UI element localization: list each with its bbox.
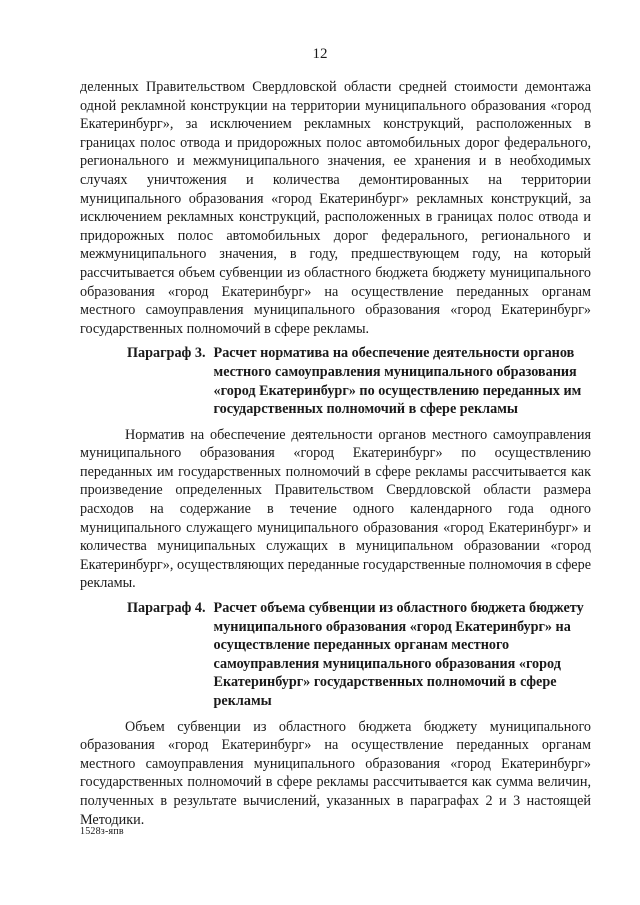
section-4-heading <box>127 599 591 711</box>
section-3-title: Расчет норматива на обеспечение деятельности органов местного самоуправления муниципального образования «город Екатеринбург» по осуществлению переданных им государственных полномочий в сфере рекламы <box>213 345 582 418</box>
document-body <box>80 78 591 829</box>
document-code: 1528з-япв <box>80 826 124 837</box>
page-number: 12 <box>312 46 328 62</box>
section-4-label: Параграф 4. <box>127 600 206 617</box>
section-3-label: Параграф 3. <box>127 345 206 362</box>
section-3-body: Норматив на обеспечение деятельности органов местного самоуправления муниципального образования «город Екатеринбург» по осуществлению переданных им государственных полномочий в сфере рекламы рассчитывается как произведение определенных Правительством Свердловской области размера расходов на содержание в течение одного календарного года одного муниципального служащего муниципального образования «город Екатеринбург» и количества муниципальных служащих в муниципальном образовании «город Екатеринбург», осуществляющих переданные государственные полномочия в сфере рекламы. <box>80 426 591 592</box>
section-4-body: Объем субвенции из областного бюджета бюджету муниципального образования «город Екатеринбург» на осуществление переданных органам местного самоуправления муниципального образования «город Екатеринбург» государственных полномочий в сфере рекламы рассчитывается как сумма величин, полученных в результате вычислений, указанных в параграфах 2 и 3 настоящей Методики. <box>80 718 591 828</box>
intro-paragraph: деленных Правительством Свердловской области средней стоимости демонтажа одной рекламной конструкции на территории муниципального образования «город Екатеринбург», за исключением рекламных конструкций, расположенных в границах полос отвода и придорожных полос автомобильных дорог федерального, регионального и межмуниципального значения, ее хранения и в необходимых случаях уничтожения и количества демонтированных на территории муниципального образования «город Екатеринбург» рекламных конструкций, за исключением рекламных конструкций, расположенных в границах полос отвода и придорожных полос автомобильных дорог федерального, регионального и межмуниципального значения, в году, предшествующем году, на который рассчитывается объем субвенции из областного бюджета бюджету муниципального образования «город Екатеринбург» на осуществление переданных органам местного самоуправления муниципального образования «город Екатеринбург» государственных полномочий в сфере рекламы. <box>80 79 591 337</box>
section-4-title: Расчет объема субвенции из областного бюджета бюджету муниципального образования «город Екатеринбург» на осуществление переданных органам местного самоуправления муниципального образования «город Екатеринбург» государственных полномочий в сфере рекламы <box>213 600 584 709</box>
section-3-heading <box>127 344 591 418</box>
